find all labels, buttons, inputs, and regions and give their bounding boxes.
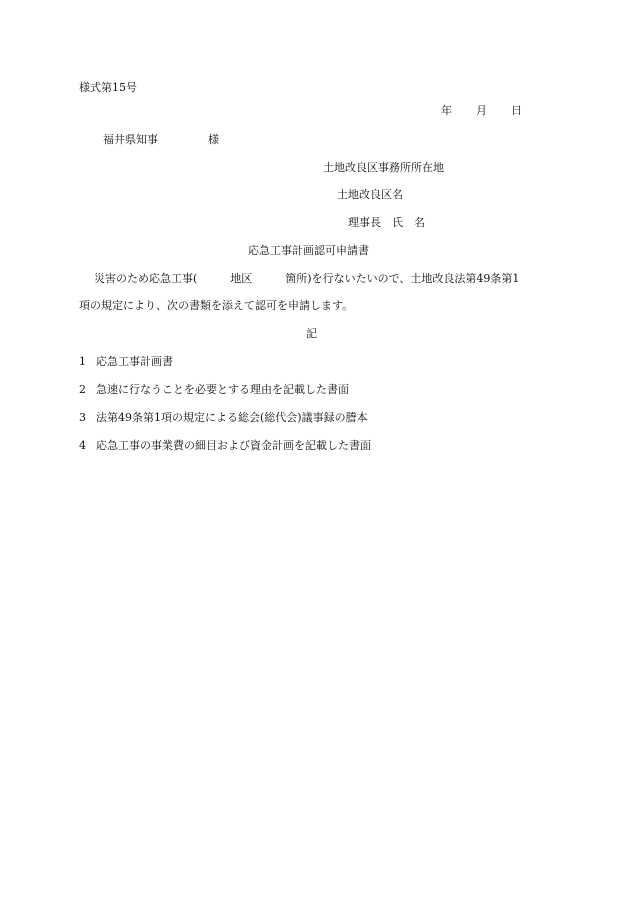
attachment-item [79,411,368,425]
document-title: 応急工事計画認可申請書 [248,244,369,257]
attachment-text: 法第49条第1項の規定による総会(総代会)議事録の謄本 [96,411,368,424]
date-year-label: 年 [441,104,452,117]
applicant-office-address: 土地改良区事務所所在地 [323,161,444,174]
attachment-text: 急速に行なうことを必要とする理由を記載した書面 [96,383,349,396]
attachment-item [79,355,173,369]
form-number: 様式第15号 [79,81,137,94]
attachment-number: 2 [79,383,86,396]
date-day-label: 日 [511,104,522,117]
date-line [441,104,522,118]
addressee-honorific: 様 [208,133,219,146]
addressee [103,133,219,147]
applicant-district-name: 土地改良区名 [337,188,403,201]
addressee-governor: 福井県知事 [103,133,158,146]
body-text-line-2: 項の規定により、次の書類を添えて認可を申請します。 [79,299,354,312]
ki-label: 記 [306,327,317,340]
attachment-number: 4 [79,439,86,452]
attachment-number: 3 [79,411,86,424]
attachment-item [79,439,371,453]
attachment-number: 1 [79,355,86,368]
applicant-representative: 理事長 氏 名 [348,216,425,229]
attachment-item [79,383,349,397]
date-month-label: 月 [476,104,487,117]
body-text-line-1: 災害のため応急工事( 地区 箇所)を行ないたいので、土地改良法第49条第1 [94,272,520,285]
attachment-text: 応急工事計画書 [96,355,173,368]
attachment-text: 応急工事の事業費の細目および資金計画を記載した書面 [96,439,371,452]
